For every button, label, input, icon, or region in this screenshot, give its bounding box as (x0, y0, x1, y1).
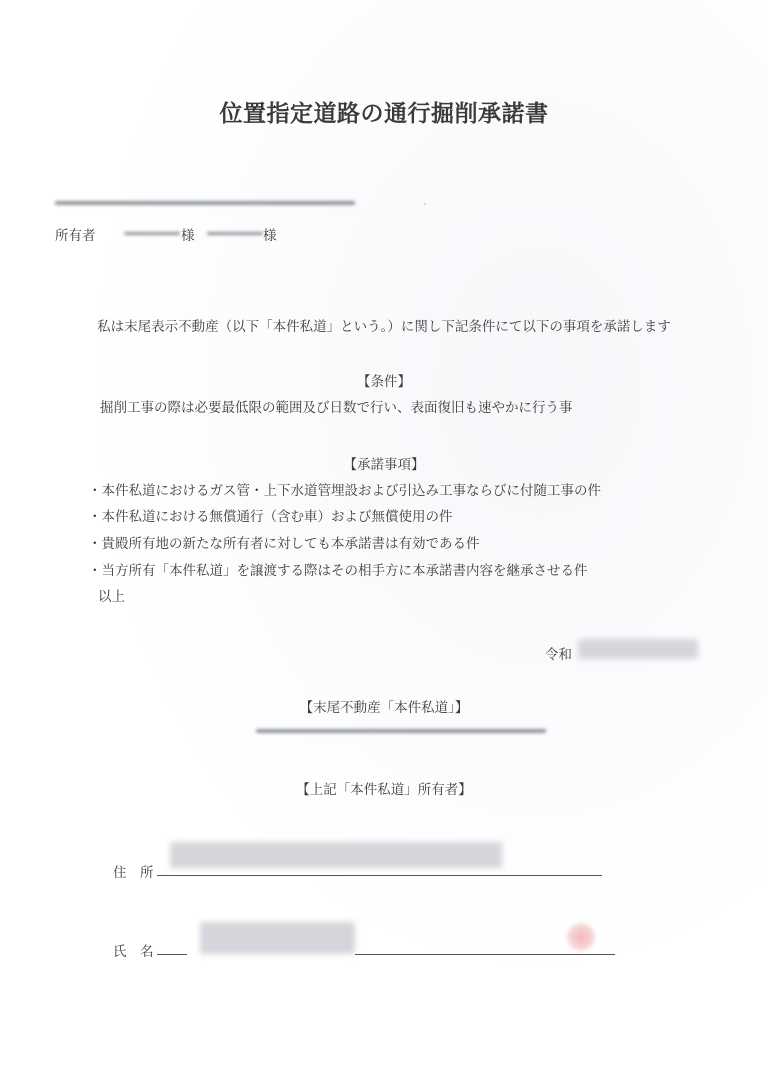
recipient-honorific-1: 様 (181, 228, 195, 244)
redacted-recipient-address (55, 201, 355, 205)
owner-heading: 【上記「本件私道」所有者】 (296, 782, 472, 798)
consent-item: ・当方所有「本件私道」を譲渡する際はその相手方に本承諾書内容を継承させる件 (88, 563, 588, 579)
redacted-date (578, 639, 698, 659)
closing-text: 以上 (98, 589, 125, 605)
name-underline-left (157, 954, 187, 955)
recipient-label: 所有者 (55, 228, 96, 244)
address-underline (157, 875, 602, 876)
conditions-text: 掘削工事の際は必要最低限の範囲及び日数で行い、表面復旧も速やかに行う事 (100, 400, 573, 416)
seal-stamp (566, 922, 596, 952)
redacted-owner-name (200, 922, 355, 954)
intro-paragraph: 私は末尾表示不動産（以下「本件私道」という。）に関し下記条件にて以下の事項を承諾します (97, 319, 671, 335)
name-label: 氏 名 (113, 944, 154, 960)
date-label: 令和 (545, 647, 572, 663)
redacted-owner-address (170, 842, 502, 868)
recipient-honorific-2: 様 (263, 228, 277, 244)
scan-speck (424, 203, 426, 205)
redacted-property-location (256, 729, 546, 733)
redacted-recipient-name-1 (124, 232, 180, 235)
consent-item: ・貴殿所有地の新たな所有者に対しても本承諾書は有効である件 (88, 536, 480, 552)
name-underline-right (355, 954, 615, 955)
address-label: 住 所 (113, 865, 154, 881)
conditions-heading: 【条件】 (357, 374, 411, 390)
consent-item: ・本件私道におけるガス管・上下水道管埋設および引込み工事ならびに付随工事の件 (88, 483, 601, 499)
redacted-recipient-name-2 (207, 232, 263, 235)
consents-heading: 【承諾事項】 (343, 457, 425, 473)
consent-item: ・本件私道における無償通行（含む車）および無償使用の件 (88, 509, 453, 525)
property-heading: 【末尾不動産「本件私道」】 (299, 700, 469, 716)
document-title: 位置指定道路の通行掘削承諾書 (219, 101, 549, 127)
